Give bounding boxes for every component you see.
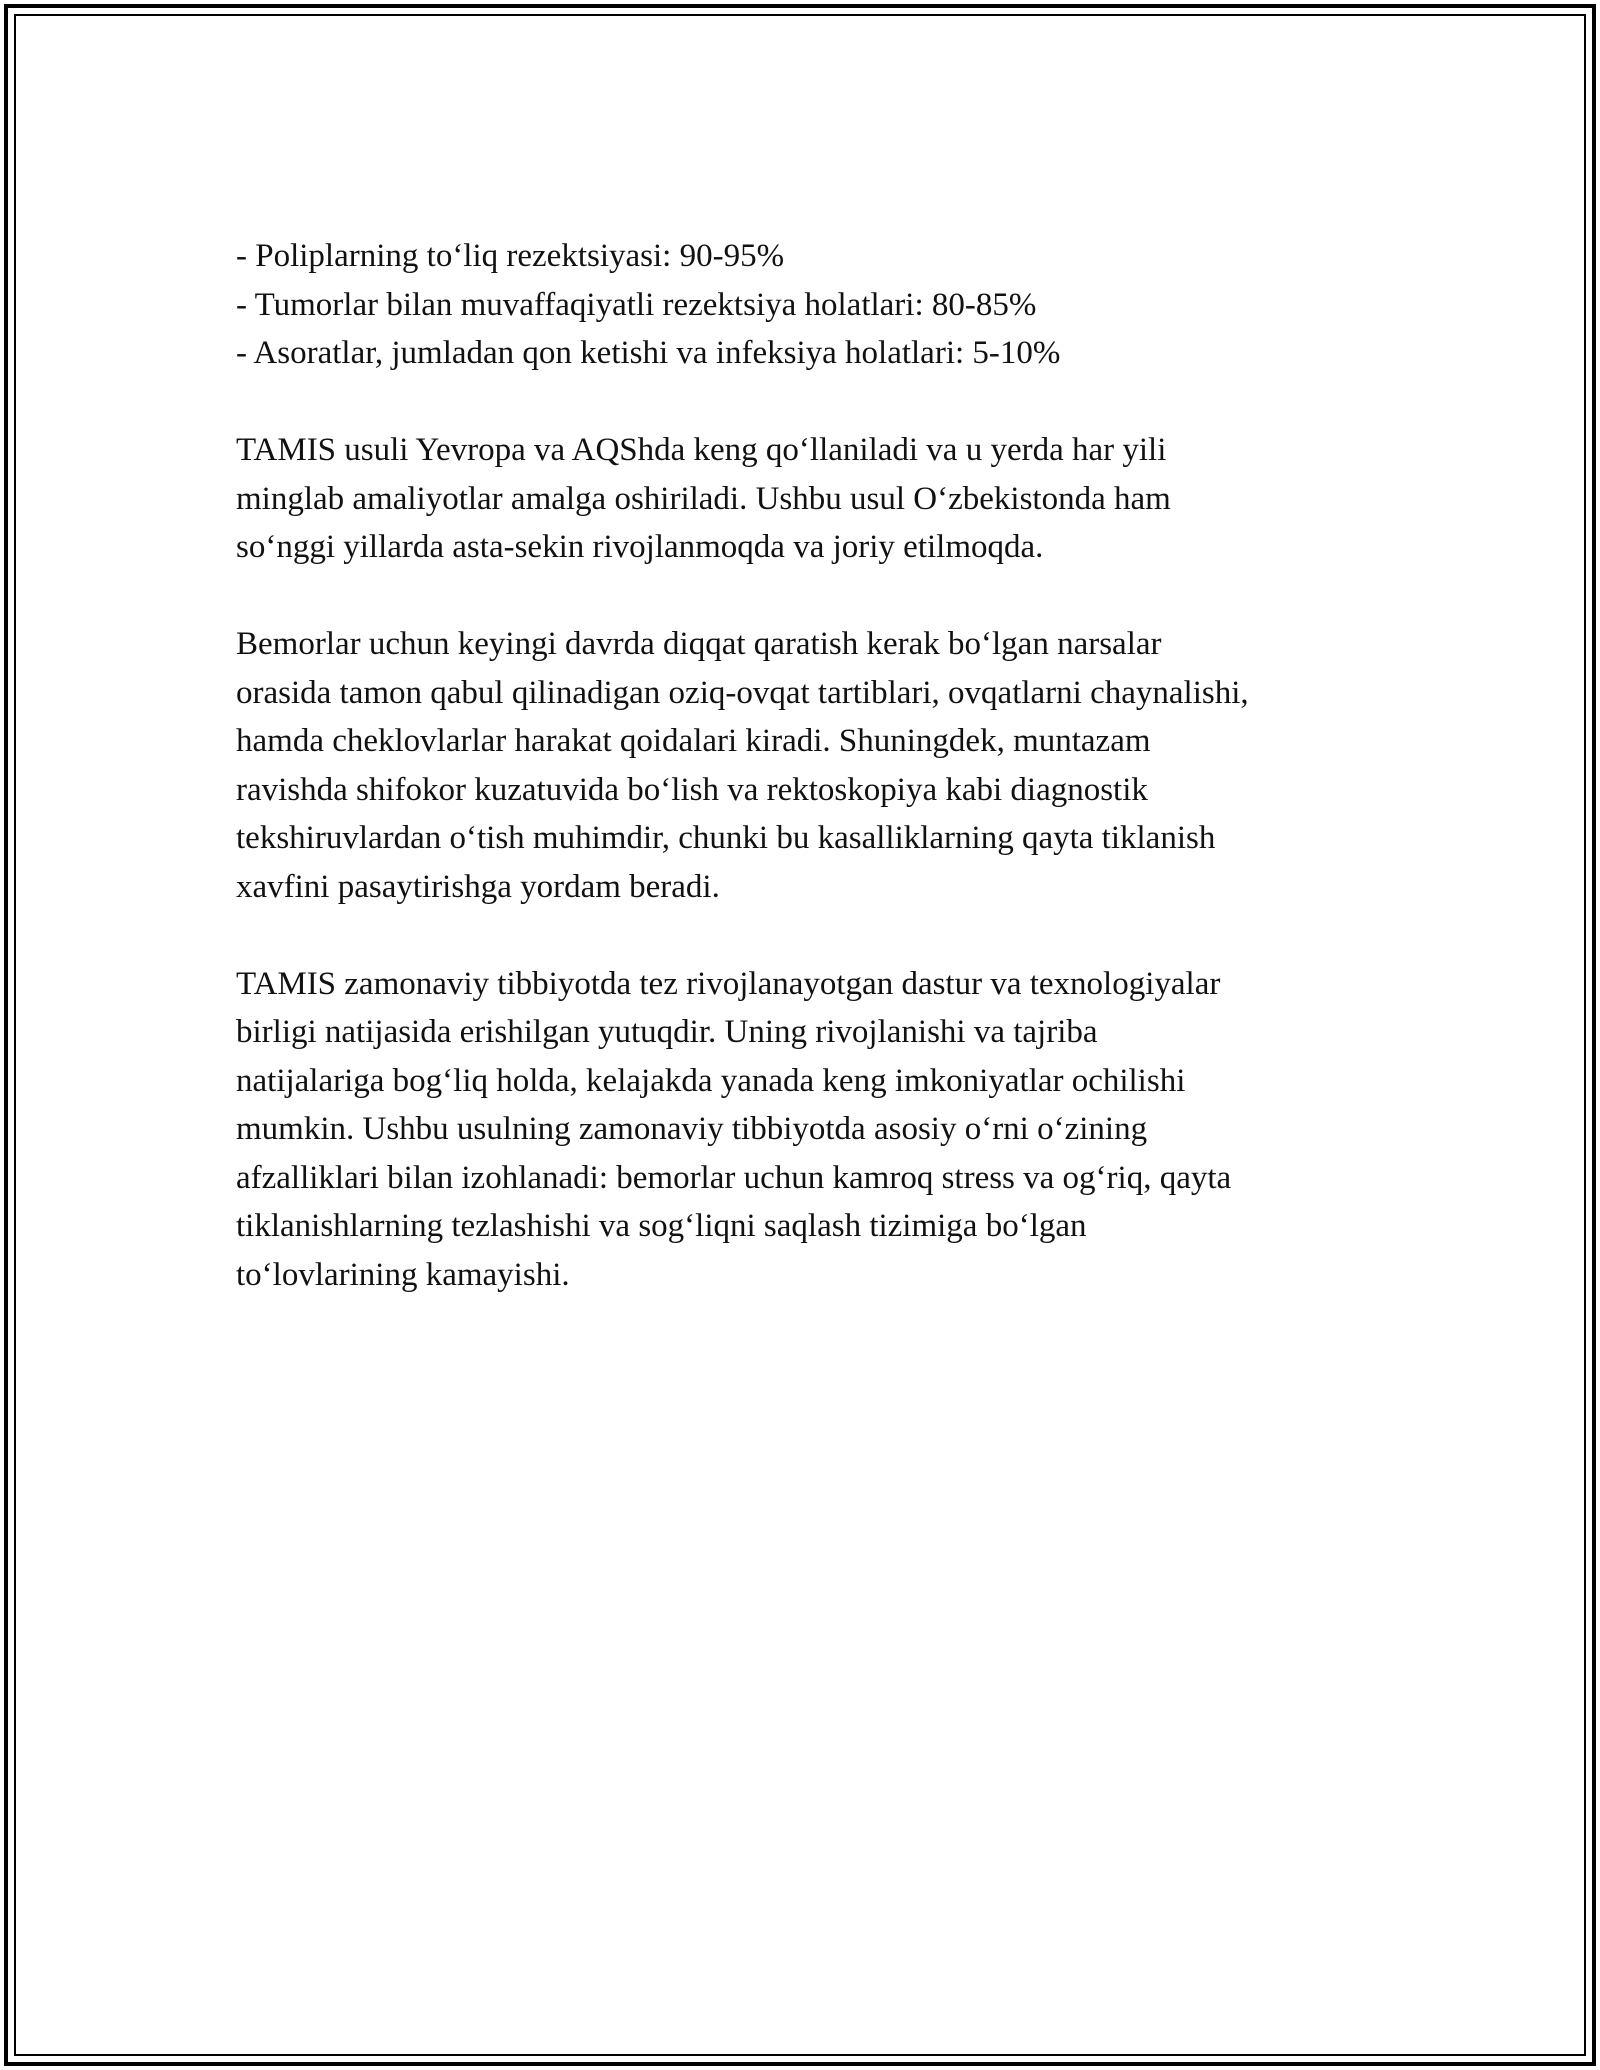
- paragraph-tamis-future: [236, 960, 1376, 1300]
- list-item: - Poliplarning to‘liq rezektsiyasi: 90-95%: [236, 238, 785, 274]
- list-item: - Tumorlar bilan muvaffaqiyatli rezektsiya holatlari: 80-85%: [236, 286, 1037, 323]
- paragraph-line: hamda cheklovlarlar harakat qoidalari kiradi. Shuningdek, muntazam: [236, 723, 1151, 759]
- list-item: - Asoratlar, jumladan qon ketishi va infeksiya holatlari: 5-10%: [236, 335, 1061, 371]
- paragraph-line: mumkin. Ushbu usulning zamonaviy tibbiyotda asosiy o‘rni o‘zining: [236, 1111, 1148, 1147]
- paragraph-line: Bemorlar uchun keyingi davrda diqqat qaratish kerak bo‘lgan narsalar: [236, 626, 1162, 662]
- paragraph-line: TAMIS zamonaviy tibbiyotda tez rivojlanayotgan dastur va texnologiyalar: [236, 965, 1221, 1002]
- paragraph-line: afzalliklari bilan izohlanadi: bemorlar uchun kamroq stress va og‘riq, qayta: [236, 1159, 1232, 1196]
- document-body: [236, 232, 1376, 1299]
- paragraph-line: xavfini pasaytirishga yordam beradi.: [236, 868, 720, 905]
- paragraph-tamis-usage: [236, 426, 1376, 572]
- paragraph-line: orasida tamon qabul qilinadigan oziq-ovqat tartiblari, ovqatlarni chaynalishi,: [236, 674, 1249, 711]
- results-list: [236, 232, 1376, 378]
- paragraph-line: minglab amaliyotlar amalga oshiriladi. Ushbu usul O‘zbekistonda ham: [236, 480, 1171, 517]
- paragraph-line: natijalariga bog‘liq holda, kelajakda yanada keng imkoniyatlar ochilishi: [236, 1062, 1186, 1099]
- paragraph-line: tekshiruvlardan o‘tish muhimdir, chunki bu kasalliklarning qayta tiklanish: [236, 820, 1216, 856]
- paragraph-line: ravishda shifokor kuzatuvida bo‘lish va rektoskopiya kabi diagnostik: [236, 771, 1148, 808]
- paragraph-line: so‘nggi yillarda asta-sekin rivojlanmoqda va joriy etilmoqda.: [236, 529, 1044, 565]
- paragraph-line: tiklanishlarning tezlashishi va sog‘liqni saqlash tizimiga bo‘lgan: [236, 1208, 1087, 1244]
- paragraph-line: birligi natijasida erishilgan yutuqdir. Uning rivojlanishi va tajriba: [236, 1014, 1098, 1050]
- paragraph-line: TAMIS usuli Yevropa va AQShda keng qo‘llaniladi va u yerda har yili: [236, 432, 1167, 468]
- paragraph-patient-care: [236, 620, 1376, 911]
- paragraph-line: to‘lovlarining kamayishi.: [236, 1256, 570, 1293]
